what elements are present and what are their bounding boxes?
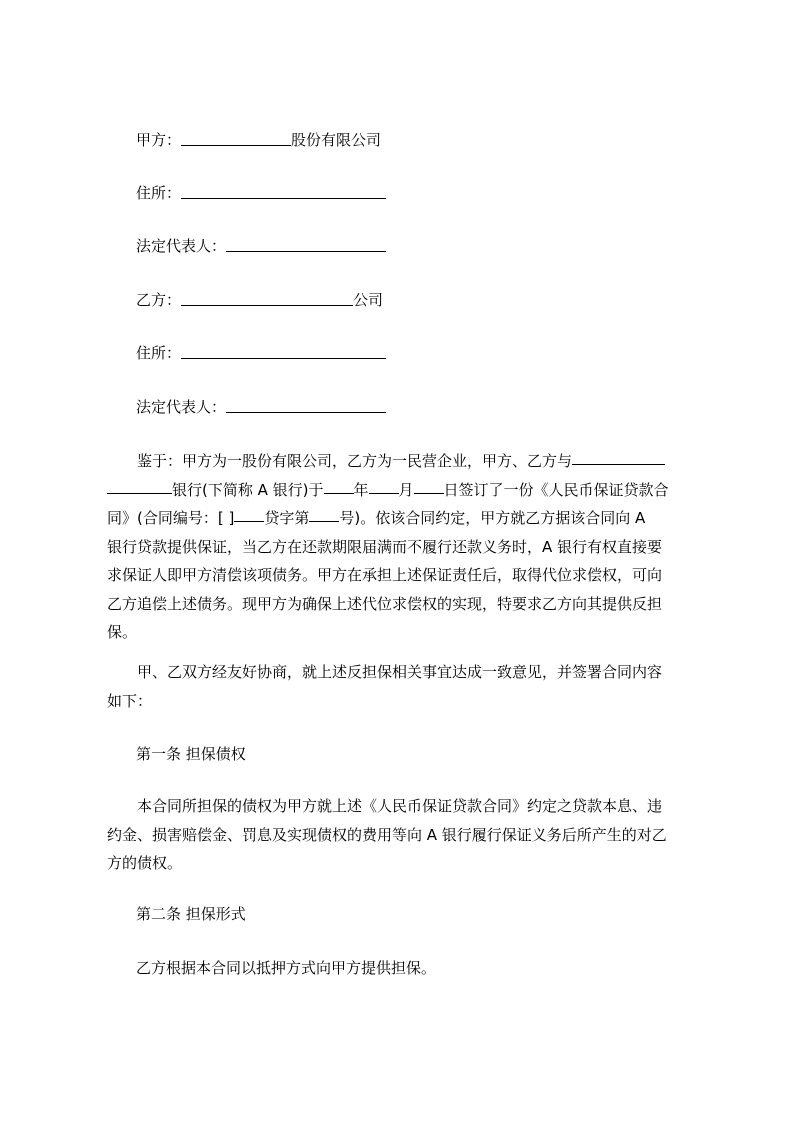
party-b-name-blank — [181, 288, 353, 306]
party-a-suffix: 股份有限公司 — [291, 131, 382, 149]
party-b-suffix: 公司 — [353, 291, 384, 309]
recital-line-3 — [107, 504, 699, 533]
party-b-rep-label: 法定代表人： — [136, 398, 227, 416]
recital-line-4: 银行贷款提供保证，当乙方在还款期限届满而不履行还款义务时，A 银行有权直接要 — [107, 537, 663, 556]
article-1-line-3: 方的债权。 — [107, 854, 183, 872]
recital-line-3-b: 贷字第 — [264, 509, 310, 527]
party-a-label: 甲方： — [136, 131, 182, 149]
contract-prefix-blank — [234, 504, 264, 522]
party-b-rep-blank — [226, 395, 386, 413]
article-2-title: 第二条 担保形式 — [136, 905, 246, 923]
party-b-rep-line — [136, 395, 386, 419]
recital-line-3-a: 同》(合同编号：[ ] — [107, 509, 235, 527]
party-a-address-blank — [181, 181, 386, 199]
recital-line-1-text: 鉴于：甲方为一股份有限公司，乙方为一民营企业，甲方、乙方与 — [137, 452, 573, 470]
recital-line-2-b: 年 — [353, 480, 369, 499]
day-blank — [414, 476, 444, 494]
year-blank — [324, 476, 354, 494]
agreement-line-2: 如下： — [107, 691, 153, 710]
article-1-line-2: 约金、损害赔偿金、罚息及实现债权的费用等向 A 银行履行保证义务后所产生的对乙 — [107, 825, 667, 844]
recital-line-2-a: 银行(下简称 A 银行)于 — [172, 480, 324, 499]
agreement-line-1: 甲、乙双方经友好协商，就上述反担保相关事宜达成一致意见，并签署合同内容 — [137, 663, 663, 681]
party-a-address-line — [136, 181, 386, 205]
article-2-line-1: 乙方根据本合同以抵押方式向甲方提供担保。 — [136, 959, 437, 977]
recital-line-1 — [107, 447, 699, 476]
recital-line-7: 保。 — [107, 623, 138, 641]
recital-line-2-c: 月 — [398, 480, 414, 499]
article-1-paragraph — [107, 792, 699, 878]
party-a-address-label: 住所： — [136, 184, 182, 202]
agreement-paragraph — [107, 658, 699, 715]
bank-name-blank — [572, 447, 665, 465]
party-a-rep-line — [136, 234, 386, 258]
month-blank — [369, 476, 399, 494]
recital-line-6: 乙方追偿上述债务。现甲方为确保上述代位求偿权的实现，特要求乙方向其提供反担 — [107, 594, 663, 613]
recital-line-2-d: 日签订了一份《人民币保证贷款合 — [443, 480, 669, 499]
party-b-name-line — [136, 288, 383, 312]
party-b-address-label: 住所： — [136, 344, 182, 362]
recital-paragraph — [107, 447, 699, 647]
recital-line-3-c: 号)。依该合同约定，甲方就乙方据该合同向 A — [339, 509, 646, 527]
party-a-rep-label: 法定代表人： — [136, 237, 227, 255]
party-a-name-blank — [181, 128, 291, 146]
recital-line-5: 求保证人即甲方清偿该项债务。甲方在承担上述保证责任后，取得代位求偿权，可向 — [107, 566, 663, 584]
bank-name-blank-cont — [107, 476, 172, 494]
party-b-address-blank — [181, 341, 386, 359]
article-1-line-1: 本合同所担保的债权为甲方就上述《人民币保证贷款合同》约定之贷款本息、违 — [137, 797, 663, 815]
party-a-name-line — [136, 128, 381, 152]
party-b-label: 乙方： — [136, 291, 182, 309]
article-1-title: 第一条 担保债权 — [136, 745, 246, 763]
party-a-rep-blank — [226, 234, 386, 252]
recital-line-2 — [107, 476, 699, 505]
party-b-address-line — [136, 341, 386, 365]
contract-number-blank — [309, 504, 339, 522]
